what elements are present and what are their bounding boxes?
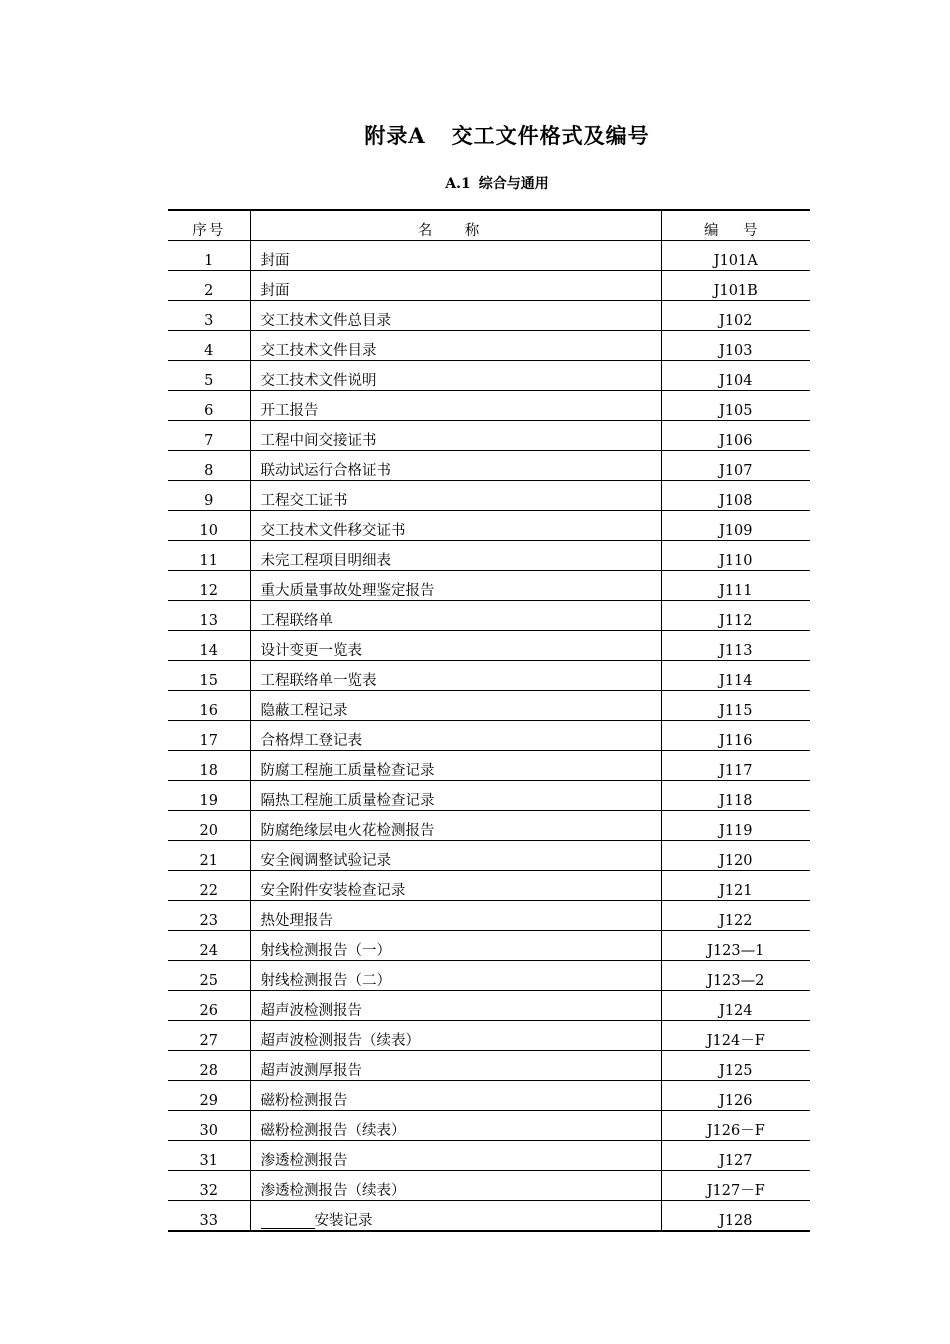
row-name: 交工技术文件总目录 [250, 301, 661, 331]
row-code: J117 [661, 751, 810, 781]
row-code: J121 [661, 871, 810, 901]
table-row [168, 1021, 810, 1051]
row-no: 15 [168, 661, 250, 691]
row-no: 11 [168, 541, 250, 571]
table-row [168, 841, 810, 871]
row-name: 安全附件安装检查记录 [250, 871, 661, 901]
row-no: 6 [168, 391, 250, 421]
table-row [168, 631, 810, 661]
row-no: 28 [168, 1051, 250, 1081]
row-no: 33 [168, 1201, 250, 1232]
table-row [168, 691, 810, 721]
row-no: 9 [168, 481, 250, 511]
appendix-label: 附录A [364, 123, 426, 148]
row-no: 2 [168, 271, 250, 301]
table-row [168, 1081, 810, 1111]
row-name: 重大质量事故处理鉴定报告 [250, 571, 661, 601]
table-row [168, 451, 810, 481]
table-row [168, 241, 810, 271]
row-no: 24 [168, 931, 250, 961]
row-code: J113 [661, 631, 810, 661]
row-name-suffix: 安装记录 [314, 1213, 373, 1229]
section-subtitle [0, 173, 950, 193]
row-code: J103 [661, 331, 810, 361]
row-name: 交工技术文件移交证书 [250, 511, 661, 541]
row-code: J118 [661, 781, 810, 811]
row-name: 防腐绝缘层电火花检测报告 [250, 811, 661, 841]
row-no: 5 [168, 361, 250, 391]
row-no: 18 [168, 751, 250, 781]
table-row [168, 1051, 810, 1081]
row-no: 12 [168, 571, 250, 601]
row-no: 27 [168, 1021, 250, 1051]
page-title [0, 120, 950, 150]
table-row [168, 1201, 810, 1232]
row-name: 工程交工证书 [250, 481, 661, 511]
row-name: 未完工程项目明细表 [250, 541, 661, 571]
row-code: J107 [661, 451, 810, 481]
row-name: 隐蔽工程记录 [250, 691, 661, 721]
row-code: J124 [661, 991, 810, 1021]
row-code: J115 [661, 691, 810, 721]
row-no: 19 [168, 781, 250, 811]
document-table [168, 209, 810, 1232]
table-row [168, 781, 810, 811]
table-body [168, 241, 810, 1232]
row-code: J109 [661, 511, 810, 541]
table-row [168, 661, 810, 691]
table-row [168, 331, 810, 361]
row-code: J120 [661, 841, 810, 871]
row-name: 安全阀调整试验记录 [250, 841, 661, 871]
row-no: 1 [168, 241, 250, 271]
row-code: J108 [661, 481, 810, 511]
row-code: J102 [661, 301, 810, 331]
row-name: 磁粉检测报告（续表） [250, 1111, 661, 1141]
section-number: A.1 [445, 176, 471, 192]
table-row [168, 901, 810, 931]
row-code: J124－F [661, 1021, 810, 1051]
blank-fill-line [261, 1212, 315, 1229]
table-row [168, 301, 810, 331]
table-row [168, 391, 810, 421]
row-name: 隔热工程施工质量检查记录 [250, 781, 661, 811]
row-name: 射线检测报告（二） [250, 961, 661, 991]
header-code: 编 号 [661, 210, 810, 241]
row-name: 封面 [250, 271, 661, 301]
table-row [168, 601, 810, 631]
table-row [168, 1111, 810, 1141]
row-no: 16 [168, 691, 250, 721]
row-no: 21 [168, 841, 250, 871]
row-code: J101A [661, 241, 810, 271]
row-no: 8 [168, 451, 250, 481]
row-no: 4 [168, 331, 250, 361]
row-name: 交工技术文件目录 [250, 331, 661, 361]
table-header-row [168, 210, 810, 241]
table-row [168, 571, 810, 601]
row-no: 29 [168, 1081, 250, 1111]
row-name: 工程联络单 [250, 601, 661, 631]
row-code: J128 [661, 1201, 810, 1232]
row-name: 磁粉检测报告 [250, 1081, 661, 1111]
header-no: 序号 [168, 210, 250, 241]
row-code: J126 [661, 1081, 810, 1111]
row-name: 热处理报告 [250, 901, 661, 931]
row-name: 设计变更一览表 [250, 631, 661, 661]
row-name: 渗透检测报告 [250, 1141, 661, 1171]
row-name: 渗透检测报告（续表） [250, 1171, 661, 1201]
row-code: J114 [661, 661, 810, 691]
row-no: 30 [168, 1111, 250, 1141]
row-code: J122 [661, 901, 810, 931]
table-row [168, 1141, 810, 1171]
row-no: 23 [168, 901, 250, 931]
row-code: J110 [661, 541, 810, 571]
row-no: 26 [168, 991, 250, 1021]
row-code: J111 [661, 571, 810, 601]
row-code: J123—2 [661, 961, 810, 991]
row-no: 14 [168, 631, 250, 661]
row-code: J105 [661, 391, 810, 421]
row-name: 超声波检测报告 [250, 991, 661, 1021]
table-row [168, 931, 810, 961]
table-row [168, 421, 810, 451]
row-no: 17 [168, 721, 250, 751]
row-name: 超声波测厚报告 [250, 1051, 661, 1081]
table-row [168, 721, 810, 751]
row-code: J101B [661, 271, 810, 301]
table-row [168, 361, 810, 391]
table-row [168, 511, 810, 541]
row-no: 22 [168, 871, 250, 901]
table-row [168, 481, 810, 511]
row-no: 25 [168, 961, 250, 991]
row-no: 7 [168, 421, 250, 451]
table-row [168, 811, 810, 841]
row-name: 工程联络单一览表 [250, 661, 661, 691]
table-row [168, 871, 810, 901]
row-no: 3 [168, 301, 250, 331]
row-no: 31 [168, 1141, 250, 1171]
table-row [168, 751, 810, 781]
appendix-title: 交工文件格式及编号 [451, 123, 650, 148]
row-code: J112 [661, 601, 810, 631]
row-name: 交工技术文件说明 [250, 361, 661, 391]
row-code: J104 [661, 361, 810, 391]
table-row [168, 991, 810, 1021]
table-row [168, 1171, 810, 1201]
row-code: J116 [661, 721, 810, 751]
row-no: 32 [168, 1171, 250, 1201]
row-code: J126－F [661, 1111, 810, 1141]
row-name: 封面 [250, 241, 661, 271]
row-name: 超声波检测报告（续表） [250, 1021, 661, 1051]
section-title: 综合与通用 [478, 176, 549, 192]
row-no: 10 [168, 511, 250, 541]
row-no: 20 [168, 811, 250, 841]
row-name [250, 1201, 661, 1232]
row-name: 射线检测报告（一） [250, 931, 661, 961]
row-name: 防腐工程施工质量检查记录 [250, 751, 661, 781]
row-code: J127 [661, 1141, 810, 1171]
row-name: 联动试运行合格证书 [250, 451, 661, 481]
row-name: 合格焊工登记表 [250, 721, 661, 751]
row-code: J127－F [661, 1171, 810, 1201]
header-name: 名 称 [250, 210, 661, 241]
table-row [168, 961, 810, 991]
row-no: 13 [168, 601, 250, 631]
row-code: J119 [661, 811, 810, 841]
row-code: J123—1 [661, 931, 810, 961]
row-code: J125 [661, 1051, 810, 1081]
table-row [168, 541, 810, 571]
row-name: 工程中间交接证书 [250, 421, 661, 451]
table-row [168, 271, 810, 301]
row-name: 开工报告 [250, 391, 661, 421]
row-code: J106 [661, 421, 810, 451]
